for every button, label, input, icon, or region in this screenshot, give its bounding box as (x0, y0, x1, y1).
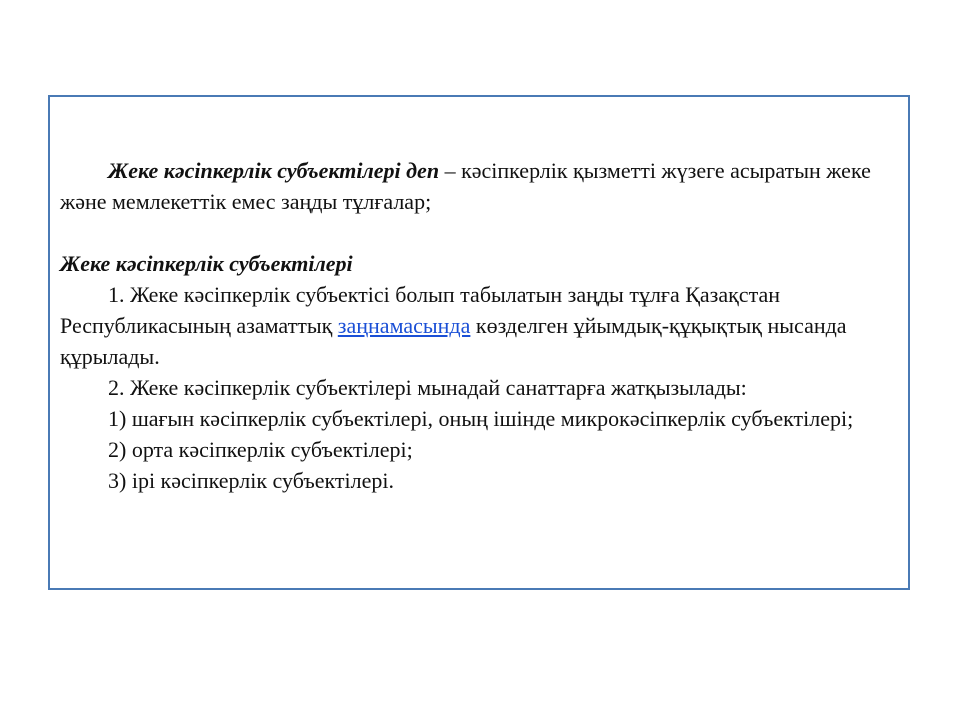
section-heading: Жеке кәсіпкерлік субъектілері (60, 251, 353, 276)
item-1: 1. Жеке кәсіпкерлік субъектісі болып табылатын заңды тұлға Қазақстан Республикасының азаматтық заңнамасында көзделген ұйымдық-құқықтық нысанда құрылады. (60, 282, 847, 369)
slide-content (60, 155, 910, 496)
spacer (60, 217, 910, 248)
sub-item-1: 1) шағын кәсіпкерлік субъектілері, оның ішінде микрокәсіпкерлік субъектілері; (108, 406, 854, 431)
sub-item-3: 3) ірі кәсіпкерлік субъектілері. (108, 468, 394, 493)
definition-paragraph (60, 155, 910, 217)
definition-term: Жеке кәсіпкерлік субъектілері деп (108, 158, 440, 183)
item-2: 2. Жеке кәсіпкерлік субъектілері мынадай санаттарға жатқызылады: (108, 375, 747, 400)
legislation-link[interactable]: заңнамасында (337, 313, 471, 338)
sub-item-2: 2) орта кәсіпкерлік субъектілері; (108, 437, 413, 462)
definition-text: – кәсіпкерлік қызметті жүзеге асыратын жеке және мемлекеттік емес заңды тұлғалар; (60, 158, 871, 214)
